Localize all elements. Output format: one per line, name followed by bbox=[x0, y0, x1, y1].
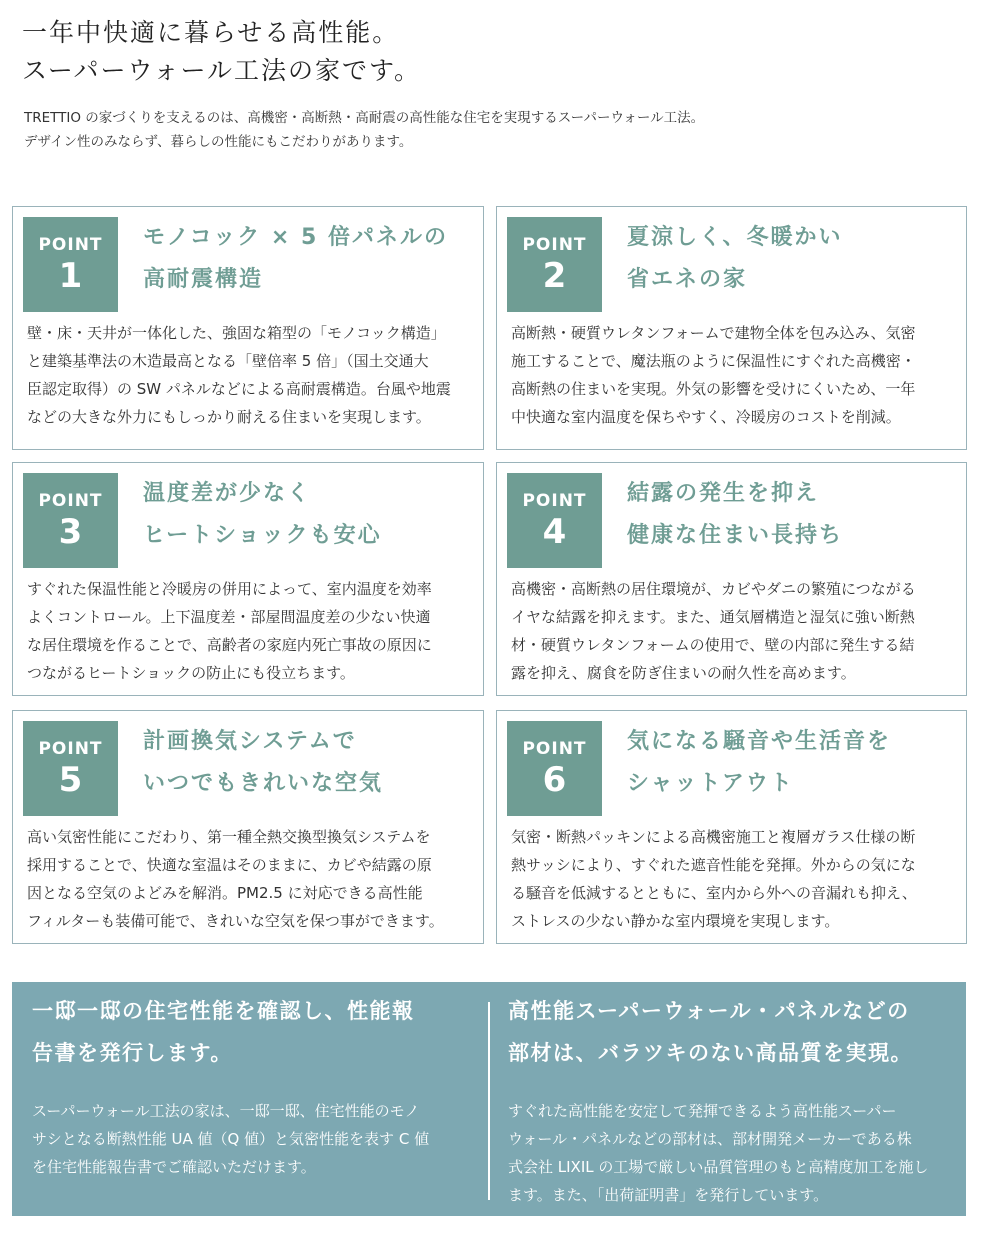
point-number: 5 bbox=[58, 760, 83, 800]
point-badge bbox=[23, 217, 118, 312]
page-headline bbox=[22, 14, 421, 90]
performance-report-panel bbox=[12, 982, 966, 1216]
point-body-line: フィルターも装備可能で、きれいな空気を保つ事ができます。 bbox=[27, 912, 444, 930]
point-body-line: などの大きな外力にもしっかり耐える住まいを実現します。 bbox=[27, 408, 431, 426]
point-body-line: すぐれた保温性能と冷暖房の併用によって、室内温度を効率 bbox=[27, 580, 432, 598]
report-text bbox=[32, 1097, 478, 1181]
quality-text-line: 式会社 LIXIL の工場で厳しい品質管理のもと高精度加工を施し bbox=[508, 1158, 929, 1176]
point-title-line: シャットアウト bbox=[627, 771, 794, 796]
point-body-line: 壁・床・天井が一体化した、強固な箱型の「モノコック構造」 bbox=[27, 324, 446, 342]
point-body bbox=[511, 575, 958, 687]
point-card-6 bbox=[496, 710, 967, 944]
point-body-line: 材・硬質ウレタンフォームの使用で、壁の内部に発生する結 bbox=[511, 636, 915, 654]
report-title-line: 一邸一邸の住宅性能を確認し、性能報 bbox=[32, 999, 415, 1023]
point-title-line: 健康な住まい長持ち bbox=[627, 523, 844, 548]
point-body-line: 臣認定取得）の SW パネルなどによる高耐震構造。台風や地震 bbox=[27, 380, 451, 398]
point-title-line: 温度差が少なく bbox=[143, 481, 312, 506]
point-body bbox=[511, 823, 958, 935]
point-body-line: 高断熱の住まいを実現。外気の影響を受けにくいため、一年 bbox=[511, 380, 916, 398]
point-badge bbox=[23, 473, 118, 568]
quality-title bbox=[508, 990, 960, 1074]
point-title-line: ヒートショックも安心 bbox=[143, 523, 382, 548]
point-title bbox=[143, 721, 383, 805]
point-body bbox=[27, 823, 475, 935]
point-label: POINT bbox=[38, 235, 103, 255]
point-body-line: 高機密・高断熱の居住環境が、カビやダニの繁殖につながる bbox=[511, 580, 916, 598]
quality-column-right bbox=[508, 982, 960, 1209]
report-title bbox=[32, 990, 478, 1074]
point-badge bbox=[507, 721, 602, 816]
point-title bbox=[627, 217, 843, 301]
point-body-line: る騒音を低減するとともに、室内から外への音漏れも抑え、 bbox=[511, 884, 917, 902]
point-badge bbox=[507, 217, 602, 312]
point-label: POINT bbox=[38, 739, 103, 759]
point-title-line: 高耐震構造 bbox=[143, 267, 264, 292]
point-title bbox=[627, 721, 891, 805]
point-card-5 bbox=[12, 710, 484, 944]
point-body bbox=[27, 575, 475, 687]
point-title-line: 気になる騒音や生活音を bbox=[627, 729, 892, 754]
point-card-4 bbox=[496, 462, 967, 696]
point-number: 4 bbox=[542, 512, 567, 552]
point-title bbox=[143, 473, 382, 557]
point-number: 1 bbox=[58, 256, 83, 296]
point-body-line: 高い気密性能にこだわり、第一種全熱交換型換気システムを bbox=[27, 828, 431, 846]
quality-text bbox=[508, 1097, 960, 1209]
report-text-line: サシとなる断熱性能 UA 値（Q 値）と気密性能を表す C 値 bbox=[32, 1130, 430, 1148]
point-number: 6 bbox=[542, 760, 567, 800]
point-body-line: イヤな結露を抑えます。また、通気層構造と湿気に強い断熱 bbox=[511, 608, 915, 626]
headline-line: 一年中快適に暮らせる高性能。 bbox=[22, 18, 400, 47]
point-title-line: モノコック × 5 倍パネルの bbox=[143, 225, 448, 250]
quality-text-line: すぐれた高性能を安定して発揮できるよう高性能スーパー bbox=[508, 1102, 897, 1120]
point-number: 2 bbox=[542, 256, 567, 296]
point-body-line: 施工することで、魔法瓶のように保温性にすぐれた高機密・ bbox=[511, 352, 916, 370]
point-body bbox=[511, 319, 958, 431]
quality-text-line: ウォール・パネルなどの部材は、部材開発メーカーである株 bbox=[508, 1130, 912, 1148]
point-body-line: と建築基準法の木造最高となる「壁倍率 5 倍」（国土交通大 bbox=[27, 352, 429, 370]
column-divider bbox=[488, 1002, 490, 1200]
point-badge bbox=[507, 473, 602, 568]
point-title bbox=[627, 473, 843, 557]
quality-text-line: ます。また、「出荷証明書」を発行しています。 bbox=[508, 1186, 829, 1204]
point-body-line: 因となる空気のよどみを解消。PM2.5 に対応できる高性能 bbox=[27, 884, 423, 902]
point-body bbox=[27, 319, 475, 431]
point-card-3 bbox=[12, 462, 484, 696]
point-title-line: 結露の発生を抑え bbox=[627, 481, 820, 506]
point-label: POINT bbox=[522, 739, 587, 759]
point-body-line: よくコントロール。上下温度差・部屋間温度差の少ない快適 bbox=[27, 608, 431, 626]
report-text-line: スーパーウォール工法の家は、一邸一邸、住宅性能のモノ bbox=[32, 1102, 420, 1120]
headline-line: スーパーウォール工法の家です。 bbox=[22, 56, 422, 85]
point-number: 3 bbox=[58, 512, 83, 552]
point-label: POINT bbox=[522, 491, 587, 511]
point-body-line: ストレスの少ない静かな室内環境を実現します。 bbox=[511, 912, 840, 930]
report-title-line: 告書を発行します。 bbox=[32, 1041, 233, 1065]
report-column-left bbox=[32, 982, 478, 1181]
point-body-line: 熱サッシにより、すぐれた遮音性能を発揮。外からの気にな bbox=[511, 856, 916, 874]
point-body-line: 露を抑え、腐食を防ぎ住まいの耐久性を高めます。 bbox=[511, 664, 856, 682]
point-body-line: 高断熱・硬質ウレタンフォームで建物全体を包み込み、気密 bbox=[511, 324, 916, 342]
point-body-line: つながるヒートショックの防止にも役立ちます。 bbox=[27, 664, 355, 682]
point-card-1 bbox=[12, 206, 484, 450]
point-body-line: 気密・断熱パッキンによる高機密施工と複層ガラス仕様の断 bbox=[511, 828, 916, 846]
intro-line: TRETTIO の家づくりを支えるのは、高機密・高断熱・高耐震の高性能な住宅を実現するスーパーウォール工法。 bbox=[24, 110, 705, 126]
point-badge bbox=[23, 721, 118, 816]
point-card-2 bbox=[496, 206, 967, 450]
quality-title-line: 高性能スーパーウォール・パネルなどの bbox=[508, 999, 910, 1023]
point-label: POINT bbox=[38, 491, 103, 511]
intro-line: デザイン性のみならず、暮らしの性能にもこだわりがあります。 bbox=[24, 134, 413, 150]
point-title-line: いつでもきれいな空気 bbox=[143, 771, 384, 796]
point-title-line: 計画換気システムで bbox=[143, 729, 357, 754]
point-title-line: 省エネの家 bbox=[627, 267, 748, 292]
intro-text bbox=[24, 106, 704, 154]
point-body-line: 中快適な室内温度を保ちやすく、冷暖房のコストを削減。 bbox=[511, 408, 901, 426]
point-label: POINT bbox=[522, 235, 587, 255]
point-body-line: 採用することで、快適な室温はそのままに、カビや結露の原 bbox=[27, 856, 432, 874]
point-title-line: 夏涼しく、冬暖かい bbox=[627, 225, 843, 250]
report-text-line: を住宅性能報告書でご確認いただけます。 bbox=[32, 1158, 316, 1176]
point-title bbox=[143, 217, 448, 301]
point-body-line: な居住環境を作ることで、高齢者の家庭内死亡事故の原因に bbox=[27, 636, 432, 654]
quality-title-line: 部材は、バラツキのない高品質を実現。 bbox=[508, 1041, 913, 1065]
